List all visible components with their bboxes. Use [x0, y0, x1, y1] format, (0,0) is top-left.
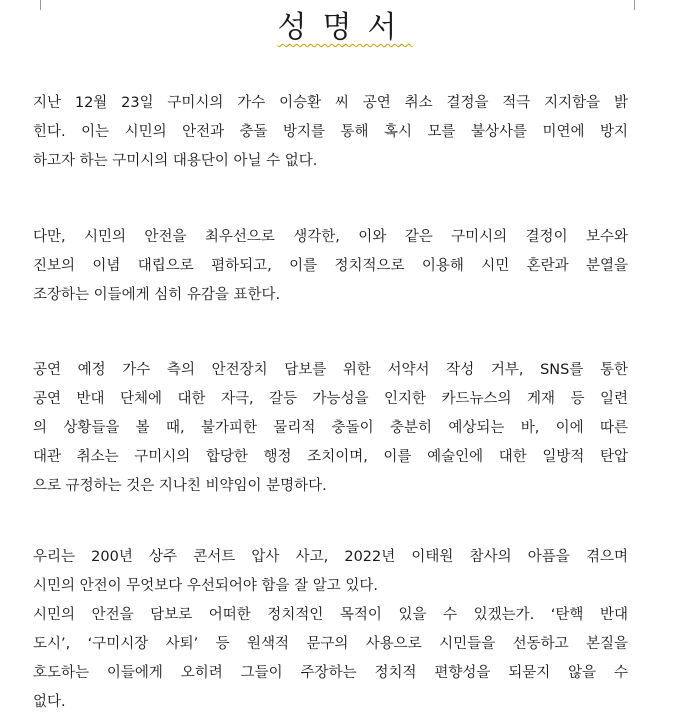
paragraph-line: 도시’, ‘구미시장 사퇴’ 등 원색적 문구의 사용으로 시민들을 선동하고 본질을 [33, 636, 628, 652]
paragraph-line: 의 상황들을 볼 때, 불가피한 물리적 충돌이 충분히 예상되는 바, 이에 따른 [33, 420, 628, 436]
paragraph-line: 으로 규정하는 것은 지나친 비약임이 분명하다. [33, 478, 327, 494]
paragraph-line: 다만, 시민의 안전을 최우선으로 생각한, 이와 같은 구미시의 결정이 보수와 [33, 229, 628, 245]
paragraph-3 [33, 356, 628, 501]
paragraph-line: 조장하는 이들에게 심히 유감을 표한다. [33, 287, 281, 303]
paragraph-line: 지난 12월 23일 구미시의 가수 이승환 씨 공연 취소 결정을 적극 지지함을 밝 [33, 95, 628, 111]
paragraph-line: 공연 반대 단체에 대한 자극, 갈등 가능성을 인지한 카드뉴스의 게재 등 일련 [33, 391, 628, 407]
paragraph-line: 대관 취소는 구미시의 합당한 행정 조치이며, 이를 예술인에 대한 일방적 탄압 [33, 449, 628, 465]
paragraph-line: 우리는 200년 상주 콘서트 압사 사고, 2022년 이태원 참사의 아픔을 겪으며 [33, 549, 628, 565]
paragraph-line: 호도하는 이들에게 오히려 그들이 주장하는 정치적 편향성을 되묻지 않을 수 [33, 665, 628, 681]
paragraph-1 [33, 89, 628, 176]
paragraph-line: 없다. [33, 694, 66, 710]
paragraph-line: 진보의 이념 대립으로 폄하되고, 이를 정치적으로 이용해 시민 혼란과 분열을 [33, 258, 628, 274]
paragraph-line: 시민의 안전을 담보로 어떠한 정치적인 목적이 있을 수 있겠는가. ‘탄핵 반대 [33, 607, 628, 623]
paragraph-line: 하고자 하는 구미시의 대용단이 아닐 수 없다. [33, 153, 318, 169]
paragraph-line: 공연 예정 가수 측의 안전장치 담보를 위한 서약서 작성 거부, SNS를 통한 [33, 362, 628, 378]
paragraph-2 [33, 223, 628, 310]
paragraph-line: 시민의 안전이 무엇보다 우선되어야 함을 잘 알고 있다. [33, 578, 379, 594]
paragraph-4 [33, 543, 628, 717]
paragraph-line: 힌다. 이는 시민의 안전과 충돌 방지를 통해 혹시 모를 불상사를 미연에 방지 [33, 124, 628, 140]
document-title: 성명서 [277, 10, 413, 45]
